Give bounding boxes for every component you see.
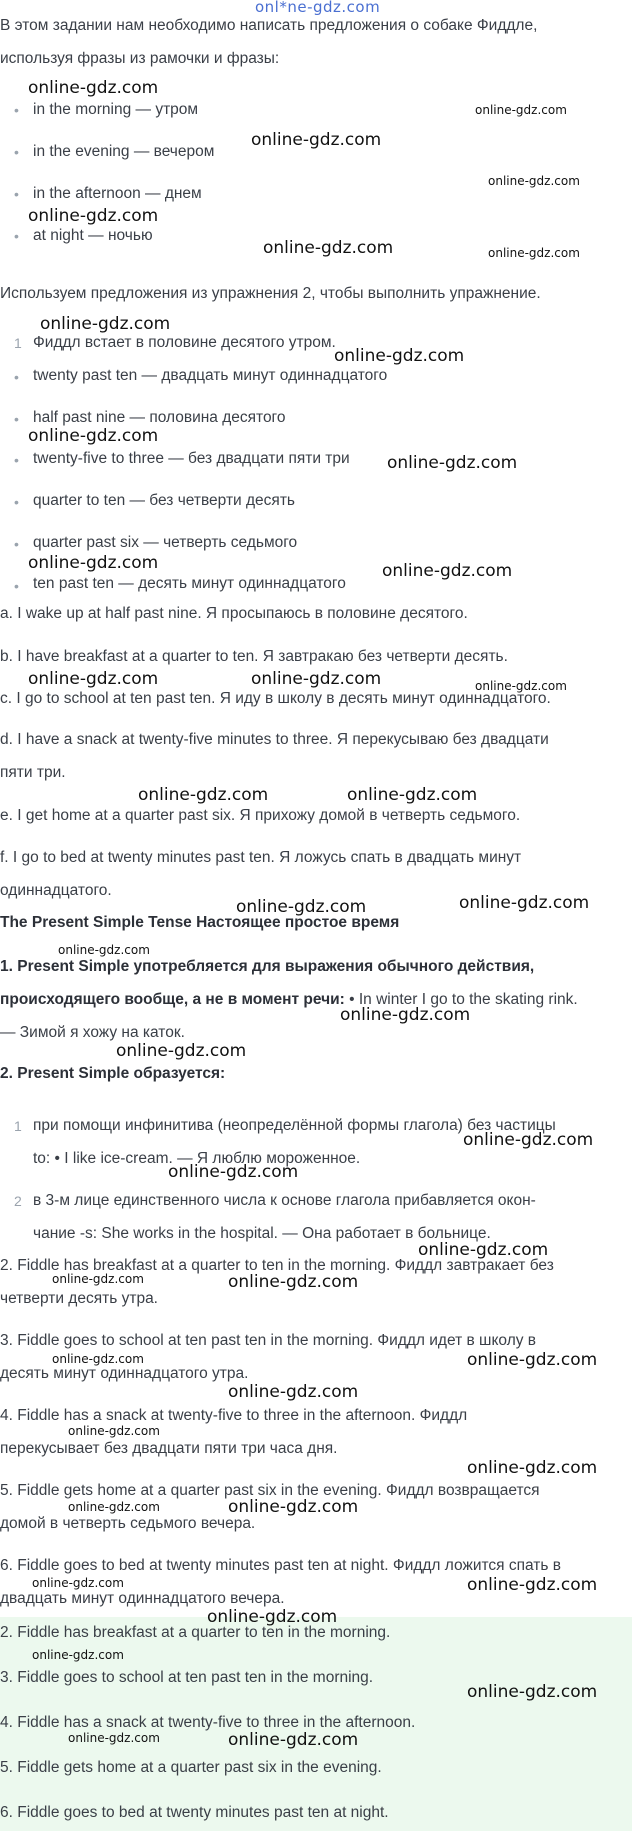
answer-line: домой в четверть седьмого вечера. <box>0 1515 256 1532</box>
list-number: 2 <box>14 1193 22 1209</box>
list-number: 1 <box>14 1118 22 1134</box>
final-answer: 5. Fiddle gets home at a quarter past six in the evening. <box>0 1759 382 1776</box>
watermark: online-gdz.com <box>28 553 159 573</box>
watermark: online-gdz.com <box>382 561 513 581</box>
bullet-icon: • <box>14 494 19 510</box>
watermark: online-gdz.com <box>28 206 159 226</box>
watermark: online-gdz.com <box>52 1272 144 1286</box>
watermark: online-gdz.com <box>475 103 567 117</box>
time-item: half past nine — половина десятого <box>33 409 286 426</box>
bullet-icon: • <box>14 369 19 385</box>
phrase-item: in the evening — вечером <box>33 143 215 160</box>
watermark: online-gdz.com <box>334 346 465 366</box>
watermark: online-gdz.com <box>68 1500 160 1514</box>
bullet-icon: • <box>14 102 19 118</box>
watermark: online-gdz.com <box>251 669 382 689</box>
watermark: online-gdz.com <box>68 1731 160 1745</box>
watermark: online-gdz.com <box>488 174 580 188</box>
time-item: quarter to ten — без четверти десять <box>33 492 295 509</box>
watermark: online-gdz.com <box>28 78 159 98</box>
phrase-item: in the afternoon — днем <box>33 185 202 202</box>
bullet-icon: • <box>14 411 19 427</box>
watermark: online-gdz.com <box>459 893 590 913</box>
watermark: online-gdz.com <box>228 1382 359 1402</box>
list-number: 1 <box>14 335 22 351</box>
watermark: online-gdz.com <box>28 669 159 689</box>
final-answer: 3. Fiddle goes to school at ten past ten in the morning. <box>0 1669 374 1686</box>
grammar-list-2-a: в 3-м лице единственного числа к основе глагола прибавляется окон- <box>33 1192 536 1209</box>
watermark: online-gdz.com <box>138 785 269 805</box>
ex2-line: c. I go to school at ten past ten. Я иду в школу в десять минут одиннадцатого. <box>0 690 551 707</box>
grammar-p1-bold: происходящего вообще, а не в момент речи: <box>0 991 345 1008</box>
bullet-icon: • <box>14 186 19 202</box>
grammar-list-1-a: при помощи инфинитива (неопределённой формы глагола) без частицы <box>33 1117 556 1134</box>
watermark: online-gdz.com <box>40 314 171 334</box>
grammar-p2-title: 2. Present Simple образуется: <box>0 1065 226 1082</box>
answer-line: 2. Fiddle has breakfast at a quarter to ten in the morning. Фиддл завтракает без <box>0 1257 554 1274</box>
grammar-p1-a: 1. Present Simple употребляется для выражения обычного действия, <box>0 958 535 975</box>
grammar-p1-rest: • In winter I go to the skating rink. <box>344 991 578 1008</box>
ex2-line: d. I have a snack at twenty-five minutes to three. Я перекусываю без двадцати <box>0 731 549 748</box>
phrase-item: in the morning — утром <box>33 101 199 118</box>
ex2-line: a. I wake up at half past nine. Я просыпаюсь в половине десятого. <box>0 605 468 622</box>
bullet-icon: • <box>14 452 19 468</box>
answer-line: 6. Fiddle goes to bed at twenty minutes past ten at night. Фиддл ложится спать в <box>0 1557 561 1574</box>
watermark: online-gdz.com <box>263 238 394 258</box>
answer-line: перекусывает без двадцати пяти три часа дня. <box>0 1440 338 1457</box>
watermark: online-gdz.com <box>207 1607 338 1627</box>
watermark: online-gdz.com <box>340 1005 471 1025</box>
watermark: online-gdz.com <box>68 1424 160 1438</box>
bullet-icon: • <box>14 228 19 244</box>
watermark: online-gdz.com <box>28 426 159 446</box>
watermark: online-gdz.com <box>463 1130 594 1150</box>
ex2-line: пяти три. <box>0 764 66 781</box>
watermark: online-gdz.com <box>32 1648 124 1662</box>
intro-line-2: используя фразы из рамочки и фразы: <box>0 50 280 67</box>
watermark: online-gdz.com <box>467 1682 598 1702</box>
watermark: online-gdz.com <box>467 1458 598 1478</box>
answer-line: 4. Fiddle has a snack at twenty-five to three in the afternoon. Фиддл <box>0 1407 468 1424</box>
grammar-p1-b <box>0 990 632 1010</box>
time-item: ten past ten — десять минут одиннадцатого <box>33 575 346 592</box>
grammar-list-1-b: to: • I like ice-cream. — Я люблю мороженное. <box>33 1150 361 1167</box>
time-item: quarter past six — четверть седьмого <box>33 534 298 551</box>
final-answer: 4. Fiddle has a snack at twenty-five to three in the afternoon. <box>0 1714 416 1731</box>
time-item: twenty-five to three — без двадцати пяти три <box>33 450 350 467</box>
answer-line: 3. Fiddle goes to school at ten past ten in the morning. Фиддл идет в школу в <box>0 1332 537 1349</box>
grammar-title: The Present Simple Tense Настоящее простое время <box>0 914 400 931</box>
watermark: online-gdz.com <box>418 1240 549 1260</box>
ex2-line: b. I have breakfast at a quarter to ten. Я завтракаю без четверти десять. <box>0 648 508 665</box>
final-answer: 6. Fiddle goes to bed at twenty minutes past ten at night. <box>0 1804 389 1821</box>
bullet-icon: • <box>14 578 19 594</box>
ex2-line: одиннадцатого. <box>0 882 112 899</box>
watermark: online-gdz.com <box>168 1162 299 1182</box>
watermark: online-gdz.com <box>467 1350 598 1370</box>
watermark: online-gdz.com <box>467 1575 598 1595</box>
watermark: online-gdz.com <box>228 1730 359 1750</box>
times-first: Фиддл встает в половине десятого утром. <box>33 334 336 351</box>
watermark: online-gdz.com <box>236 897 367 917</box>
answer-line: десять минут одиннадцатого утра. <box>0 1365 249 1382</box>
grammar-p1-line3: — Зимой я хожу на каток. <box>0 1024 185 1041</box>
watermark: online-gdz.com <box>58 943 150 957</box>
bullet-icon: • <box>14 536 19 552</box>
bullet-icon: • <box>14 144 19 160</box>
watermark: online-gdz.com <box>228 1497 359 1517</box>
watermark: online-gdz.com <box>347 785 478 805</box>
watermark: online-gdz.com <box>387 453 518 473</box>
watermark: online-gdz.com <box>475 679 567 693</box>
answer-line: 5. Fiddle gets home at a quarter past six in the evening. Фиддл возвращается <box>0 1482 540 1499</box>
answer-line: четверти десять утра. <box>0 1290 158 1307</box>
intro-line-1: В этом задании нам необходимо написать предложения о собаке Фиддле, <box>0 17 538 34</box>
watermark: online-gdz.com <box>116 1041 247 1061</box>
watermark: online-gdz.com <box>488 246 580 260</box>
watermark: online-gdz.com <box>251 130 382 150</box>
final-answer: 2. Fiddle has breakfast at a quarter to ten in the morning. <box>0 1624 391 1641</box>
use-sentence: Используем предложения из упражнения 2, чтобы выполнить упражнение. <box>0 285 541 302</box>
ex2-line: e. I get home at a quarter past six. Я прихожу домой в четверть седьмого. <box>0 807 521 824</box>
watermark: online-gdz.com <box>52 1352 144 1366</box>
time-item: twenty past ten — двадцать минут одиннадцатого <box>33 367 388 384</box>
watermark: online-gdz.com <box>228 1272 359 1292</box>
phrase-item: at night — ночью <box>33 227 153 244</box>
ex2-line: f. I go to bed at twenty minutes past ten. Я ложусь спать в двадцать минут <box>0 849 522 866</box>
grammar-list-2-b: чание -s: She works in the hospital. — Она работает в больнице. <box>33 1225 491 1242</box>
answer-line: двадцать минут одиннадцатого вечера. <box>0 1590 285 1607</box>
header-watermark: onl*ne-gdz.com <box>255 0 381 16</box>
watermark: online-gdz.com <box>32 1576 124 1590</box>
